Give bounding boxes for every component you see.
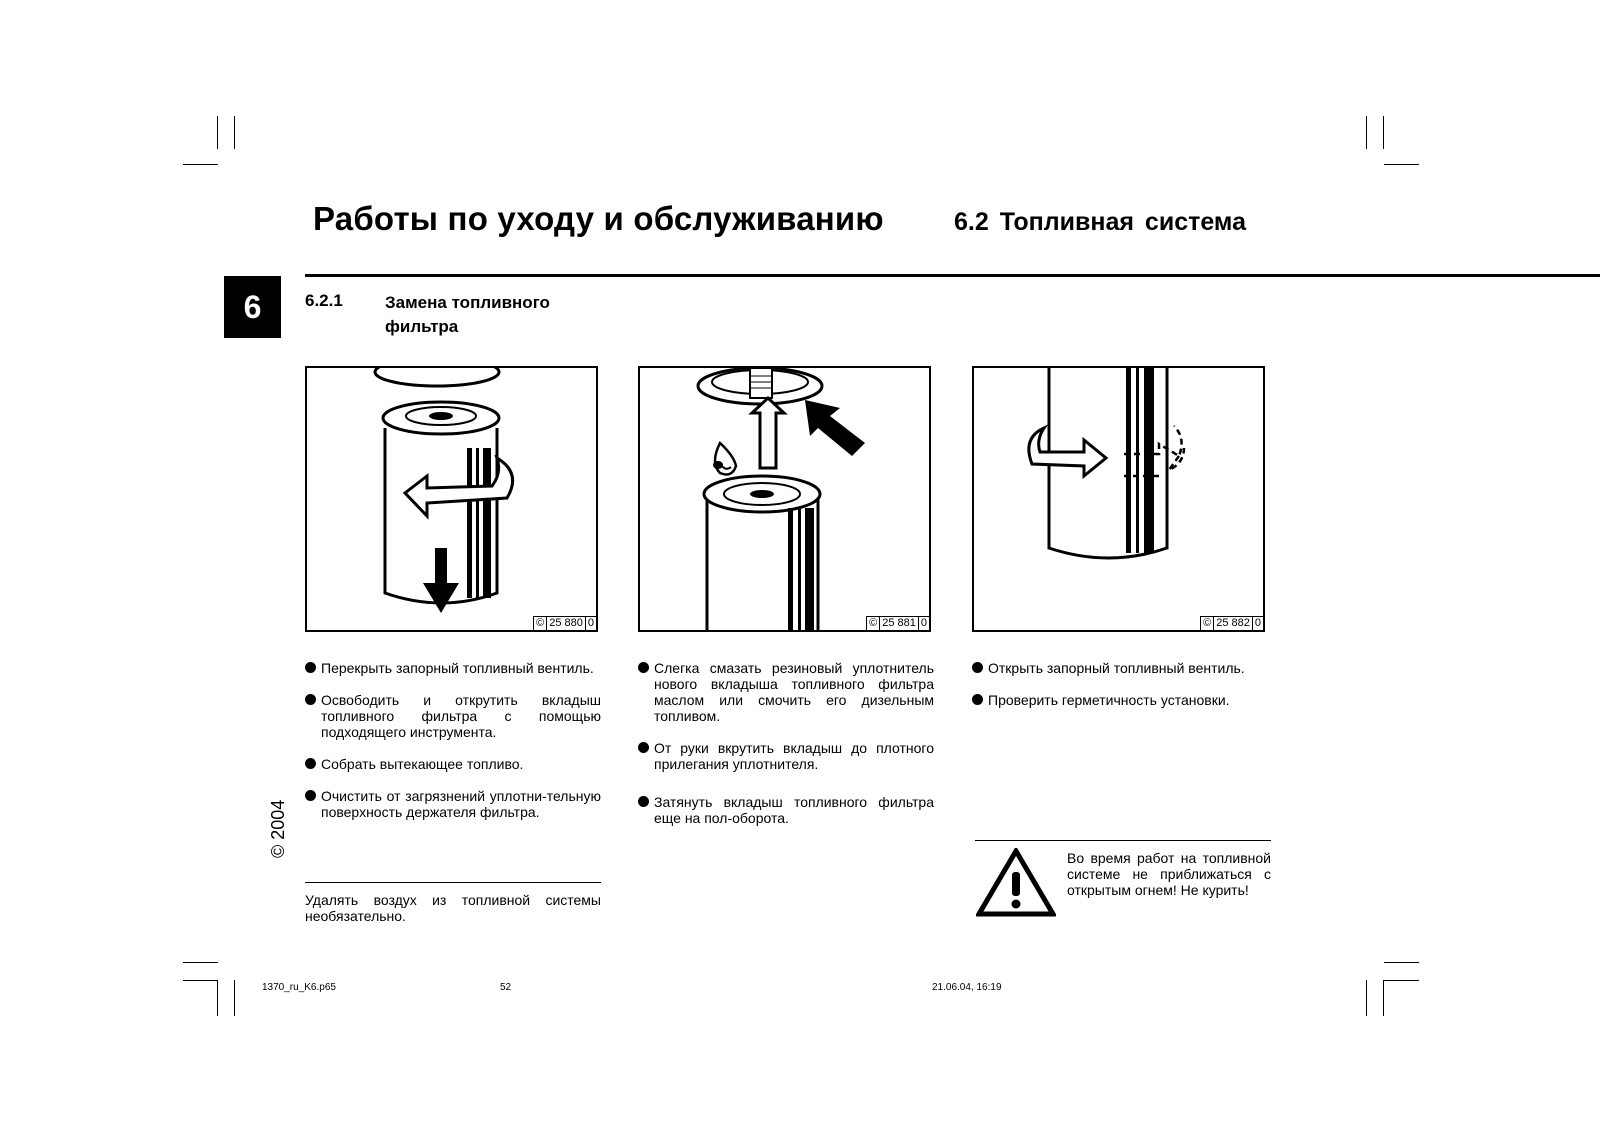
chapter-tab: 6 xyxy=(224,276,281,338)
list-item: Открыть запорный топливный вентиль. xyxy=(972,660,1268,676)
warning-text: Во время работ на топливной системе не приближаться с открытым огнем! Не курить! xyxy=(1067,850,1271,898)
copyright: © 2004 xyxy=(268,799,288,858)
figure-number: © 25 882 0 xyxy=(1200,616,1263,630)
instructions-column-2 xyxy=(638,660,934,842)
subsection-number: 6.2.1 xyxy=(305,291,343,310)
list-item: Перекрыть запорный топливный вентиль. xyxy=(305,660,601,676)
figure-remove-filter xyxy=(305,366,598,632)
note-text: Удалять воздух из топливной системы необязательно. xyxy=(305,892,601,924)
instructions-column-1 xyxy=(305,660,601,836)
subsection-title-line1: Замена топливного xyxy=(385,293,550,312)
footer-file: 1370_ru_K6.p65 xyxy=(262,982,336,993)
subsection-title xyxy=(385,291,595,339)
page-title: Работы по уходу и обслуживанию xyxy=(313,200,884,237)
header-rule xyxy=(305,274,1600,277)
subsection-title-line2: фильтра xyxy=(385,317,459,336)
figure-check-filter xyxy=(972,366,1265,632)
list-item: Собрать вытекающее топливо. xyxy=(305,756,601,772)
filter-removal-illustration xyxy=(307,368,598,632)
list-item: Освободить и открутить вкладыш топливного фильтра с помощью подходящего инструмента. xyxy=(305,692,601,740)
filter-check-illustration xyxy=(974,368,1265,632)
warning-icon xyxy=(976,848,1056,918)
footer-page: 52 xyxy=(500,982,512,993)
figure-number: © 25 880 0 xyxy=(533,616,596,630)
warning-rule xyxy=(975,840,1271,841)
instructions-column-3 xyxy=(972,660,1268,724)
section-title: 6.2 Топливная система xyxy=(954,208,1246,236)
note-rule xyxy=(305,882,601,883)
list-item: Затянуть вкладыш топливного фильтра еще на пол-оборота. xyxy=(638,794,934,826)
figure-install-filter xyxy=(638,366,931,632)
figure-number: © 25 881 0 xyxy=(866,616,929,630)
list-item: Очистить от загрязнений уплотни-тельную поверхность держателя фильтра. xyxy=(305,788,601,820)
filter-install-illustration xyxy=(640,368,931,632)
list-item: Проверить герметичность установки. xyxy=(972,692,1268,708)
footer-datetime: 21.06.04, 16:19 xyxy=(932,982,1002,993)
list-item: От руки вкрутить вкладыш до плотного прилегания уплотнителя. xyxy=(638,740,934,772)
list-item: Слегка смазать резиновый уплотнитель нового вкладыша топливного фильтра маслом или смочить его дизельным топливом. xyxy=(638,660,934,724)
